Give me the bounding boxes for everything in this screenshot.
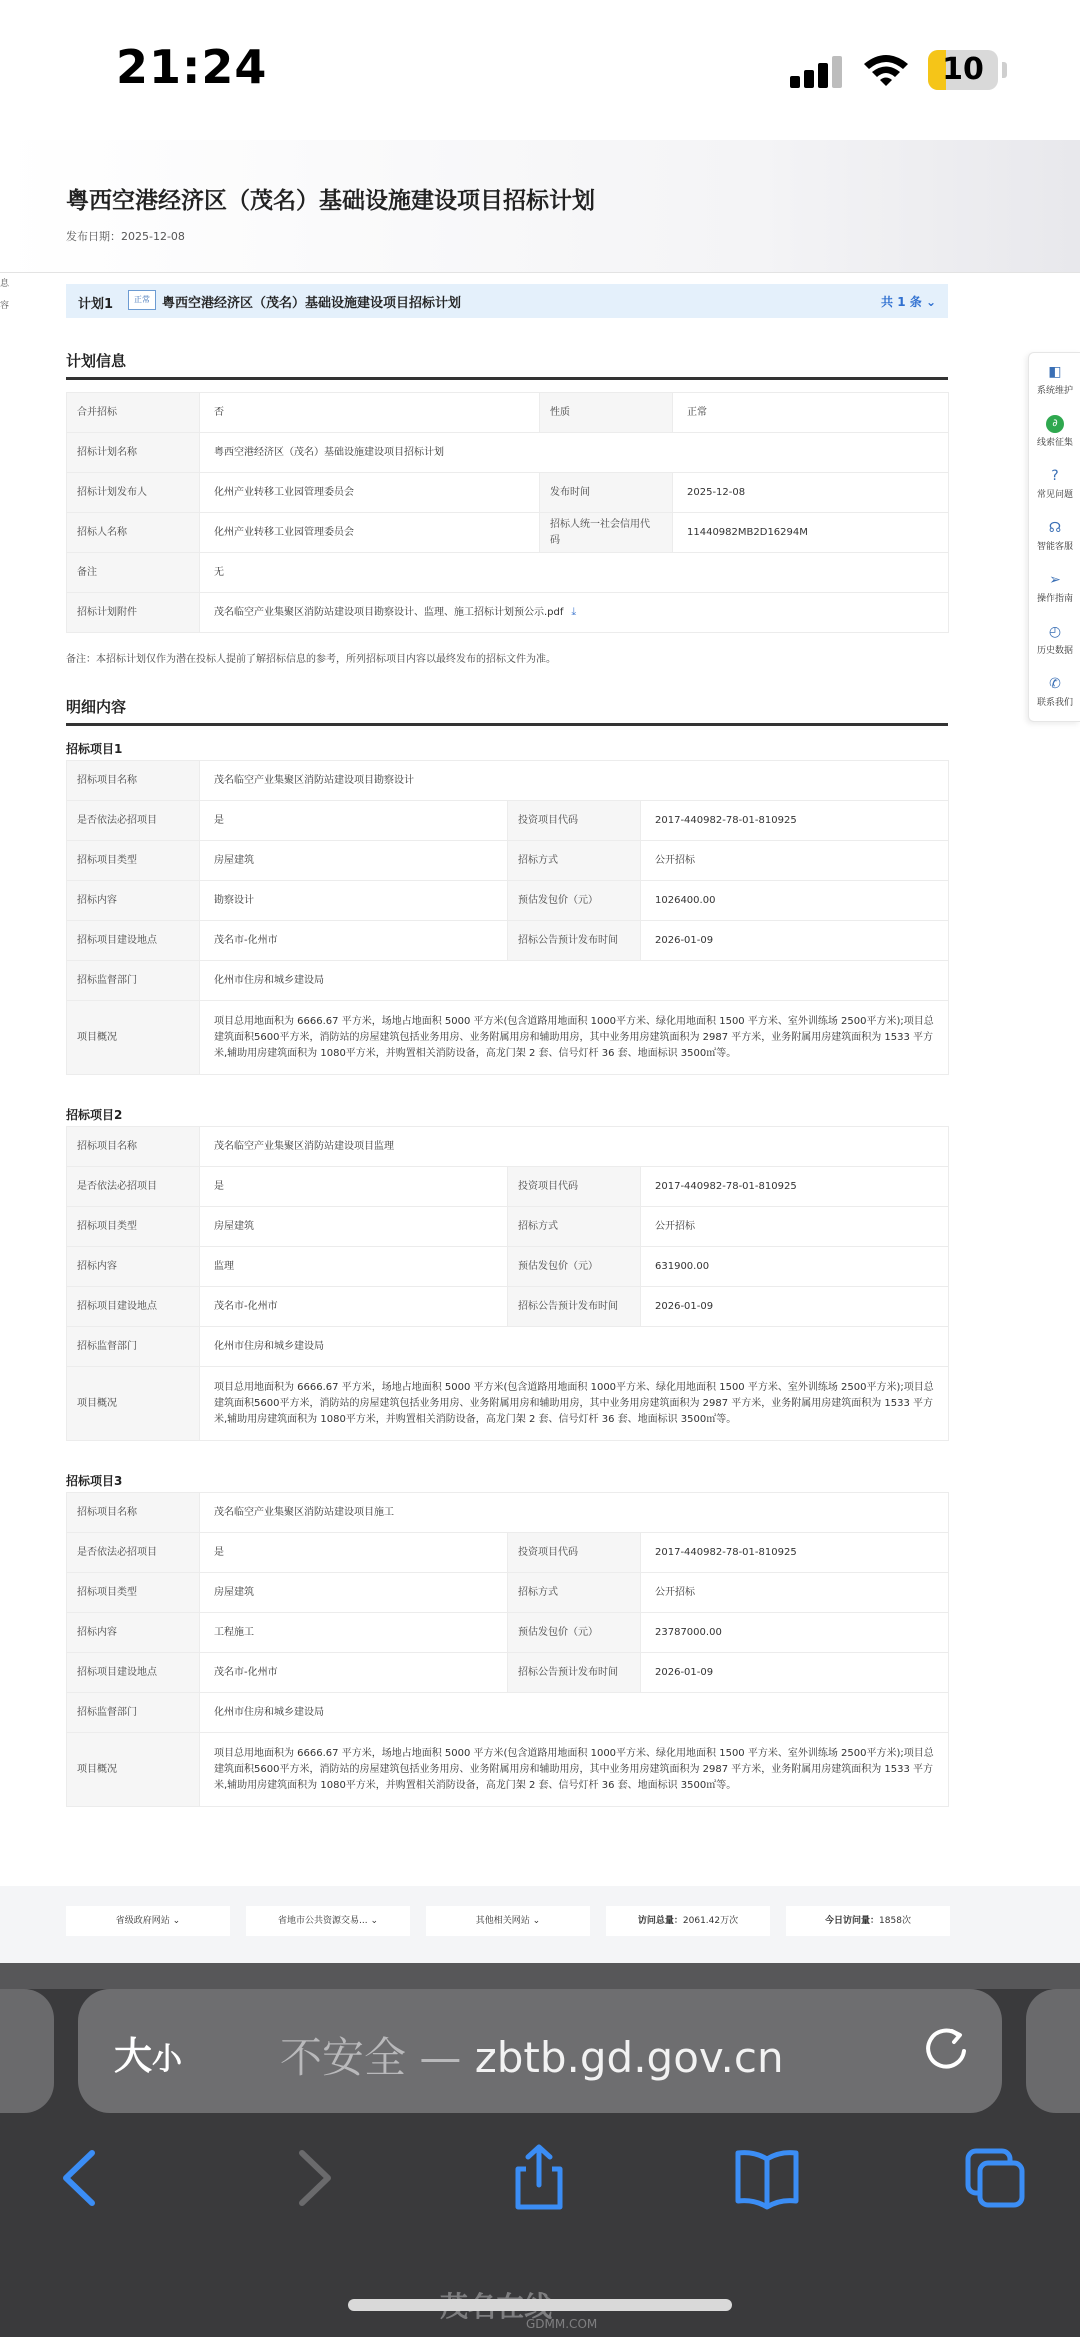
value-cell: 2017-440982-78-01-810925: [641, 801, 949, 841]
label-cell: 项目概况: [67, 1001, 200, 1075]
history-icon: ◴: [1048, 624, 1062, 640]
tool-label: 系统维护: [1036, 386, 1073, 396]
battery-icon: [928, 50, 998, 90]
previous-tab-peek[interactable]: [0, 1989, 54, 2113]
share-icon[interactable]: [504, 2143, 574, 2213]
plan-count-label: 共 1 条: [881, 295, 922, 309]
question-icon: ?: [1051, 468, 1059, 484]
label-cell: 招标方式: [508, 1207, 641, 1247]
value-cell: 化州市住房和城乡建设局: [200, 1693, 949, 1733]
project-heading: 招标项目3: [66, 1474, 123, 1488]
value-cell: 房屋建筑: [200, 1573, 508, 1613]
label-cell: 招标公告预计发布时间: [508, 1287, 641, 1327]
value-cell: 公开招标: [641, 1573, 949, 1613]
label-cell: 是否依法必招项目: [67, 1167, 200, 1207]
overview-cell: 项目总用地面积为 6666.67 平方米，场地占地面积 5000 平方米(包含道路用地面积 1000平方米、绿化用地面积 1500 平方米、室外训练场 2500平方米);项目总建筑面积5600平方米，消防站的房屋建筑包括业务用房、业务附属用房和辅助用房，其中业务用房建筑面积为 2987 平方米，业务附属用房建筑面积为 1533 平方米,辅助用房建筑面积为 1080平方米，并购置相关消防设备，高龙门架 2 套、信号灯杆 36 套、地面标识 3500㎡等。: [200, 1001, 949, 1075]
side-toolbar: [1028, 352, 1080, 722]
text-size-button[interactable]: [114, 2025, 182, 2080]
label-cell: 招标公告预计发布时间: [508, 921, 641, 961]
edge-text: 息: [0, 279, 10, 289]
tool-history-data[interactable]: [1029, 617, 1080, 669]
table-row: [67, 1693, 949, 1733]
address-bar[interactable]: [78, 1989, 1002, 2113]
visits-value: 2061.42万次: [682, 1916, 739, 1926]
value-cell: 2017-440982-78-01-810925: [641, 1167, 949, 1207]
value-cell: 是: [200, 1533, 508, 1573]
label-cell: 合并招标: [67, 393, 200, 433]
value-cell: 茂名临空产业集聚区消防站建设项目施工: [200, 1493, 949, 1533]
value-cell: 茂名市-化州市: [200, 1287, 508, 1327]
project-heading: 招标项目1: [66, 742, 123, 756]
label-cell: 投资项目代码: [508, 801, 641, 841]
value-cell: 茂名临空产业集聚区消防站建设项目勘察设计: [200, 761, 949, 801]
label-cell: 预估发包价（元）: [508, 1613, 641, 1653]
value-cell: 化州市住房和城乡建设局: [200, 1327, 949, 1367]
value-cell: 2025-12-08: [673, 473, 949, 513]
project-table: [66, 1126, 949, 1441]
value-cell: 无: [200, 553, 949, 593]
label-cell: 招标项目名称: [67, 761, 200, 801]
battery-nub: [1002, 62, 1007, 78]
label-cell: 招标项目建设地点: [67, 1653, 200, 1693]
value-cell: 化州产业转移工业园管理委员会: [200, 513, 540, 553]
label-cell: 招标项目名称: [67, 1493, 200, 1533]
tool-contact-us[interactable]: [1029, 669, 1080, 721]
status-time: 21:24: [116, 40, 268, 94]
label-cell: 投资项目代码: [508, 1533, 641, 1573]
table-row: [67, 761, 949, 801]
table-row: [67, 1247, 949, 1287]
value-cell: 11440982MB2D16294M: [673, 513, 949, 553]
plan-selector[interactable]: [66, 284, 948, 318]
battery-level: 10: [942, 52, 984, 87]
chevron-down-icon: ⌄: [532, 1916, 541, 1926]
overview-cell: 项目总用地面积为 6666.67 平方米，场地占地面积 5000 平方米(包含道路用地面积 1000平方米、绿化用地面积 1500 平方米、室外训练场 2500平方米);项目总建筑面积5600平方米，消防站的房屋建筑包括业务用房、业务附属用房和辅助用房，其中业务用房建筑面积为 2987 平方米，业务附属用房建筑面积为 1533 平方米,辅助用房建筑面积为 1080平方米，并购置相关消防设备，高龙门架 2 套、信号灯杆 36 套、地面标识 3500㎡等。: [200, 1733, 949, 1807]
label-cell: 招标项目类型: [67, 1573, 200, 1613]
label-cell: 预估发包价（元）: [508, 1247, 641, 1287]
plan-index: 计划1: [78, 297, 114, 312]
value-cell: 勘察设计: [200, 881, 508, 921]
tool-label: 联系我们: [1036, 698, 1073, 708]
tool-clue-collection[interactable]: [1029, 409, 1080, 461]
footer-other-sites-dropdown[interactable]: [426, 1906, 590, 1936]
back-icon[interactable]: [46, 2143, 116, 2213]
site-footer: [0, 1886, 1080, 1966]
value-cell: 正常: [673, 393, 949, 433]
cellular-signal-icon: [790, 56, 844, 88]
label-cell: 项目概况: [67, 1733, 200, 1807]
table-row: [67, 1653, 949, 1693]
table-row: [67, 841, 949, 881]
label-cell: 招标项目类型: [67, 841, 200, 881]
home-indicator[interactable]: [348, 2299, 732, 2311]
value-cell: 2026-01-09: [641, 1287, 949, 1327]
label-cell: 招标计划名称: [67, 433, 200, 473]
overview-cell: 项目总用地面积为 6666.67 平方米，场地占地面积 5000 平方米(包含道路用地面积 1000平方米、绿化用地面积 1500 平方米、室外训练场 2500平方米);项目总建筑面积5600平方米，消防站的房屋建筑包括业务用房、业务附属用房和辅助用房，其中业务用房建筑面积为 2987 平方米，业务附属用房建筑面积为 1533 平方米,辅助用房建筑面积为 1080平方米，并购置相关消防设备，高龙门架 2 套、信号灯杆 36 套、地面标识 3500㎡等。: [200, 1367, 949, 1441]
value-cell: 工程施工: [200, 1613, 508, 1653]
table-row: [67, 1533, 949, 1573]
wifi-icon: [862, 52, 910, 88]
value-cell: 化州产业转移工业园管理委员会: [200, 473, 540, 513]
details-heading: 明细内容: [66, 696, 948, 726]
header-divider: [0, 272, 1080, 273]
value-cell: 茂名市-化州市: [200, 1653, 508, 1693]
plan-count-dropdown[interactable]: [881, 293, 936, 310]
today-value: 1858次: [879, 1916, 911, 1926]
plan-note: 备注：本招标计划仅作为潜在投标人提前了解招标信息的参考，所列招标项目内容以最终发布的招标文件为准。: [66, 654, 556, 665]
edge-text: 容: [0, 301, 10, 311]
label-cell: 招标人统一社会信用代码: [540, 513, 673, 553]
chevron-down-icon: ⌄: [370, 1916, 378, 1926]
label-cell: 项目概况: [67, 1367, 200, 1441]
footer-link-label: 省级政府网站: [115, 1916, 170, 1926]
label-cell: 是否依法必招项目: [67, 801, 200, 841]
table-row: [67, 433, 949, 473]
download-icon[interactable]: ⤓: [571, 605, 577, 618]
text-size-small: 小: [152, 2042, 183, 2077]
table-row: [67, 1207, 949, 1247]
value-cell: 粤西空港经济区（茂名）基础设施建设项目招标计划: [200, 433, 949, 473]
table-row: [67, 393, 949, 433]
chevron-down-icon: ⌄: [925, 295, 936, 309]
tool-label: 历史数据: [1036, 646, 1073, 656]
next-tab-peek[interactable]: [1026, 1989, 1080, 2113]
status-badge: 正常: [128, 290, 156, 310]
attachment-cell: [200, 593, 949, 633]
phone-icon: ✆: [1049, 676, 1061, 692]
label-cell: 招标监督部门: [67, 1327, 200, 1367]
tool-label: 操作指南: [1036, 594, 1073, 604]
label-cell: 预估发包价（元）: [508, 881, 641, 921]
table-row: [67, 1127, 949, 1167]
project-table: [66, 1492, 949, 1807]
project-table: [66, 760, 949, 1075]
table-row: [67, 593, 949, 633]
tool-label: 常见问题: [1036, 490, 1073, 500]
tool-operation-guide[interactable]: [1029, 565, 1080, 617]
table-row: [67, 553, 949, 593]
label-cell: 招标方式: [508, 841, 641, 881]
tabs-icon[interactable]: [960, 2143, 1030, 2213]
publish-date: 发布日期：2025-12-08: [66, 230, 185, 243]
footer-today-visits: [786, 1906, 950, 1936]
table-row: [67, 881, 949, 921]
label-cell: 发布时间: [540, 473, 673, 513]
label-cell: 招标内容: [67, 1247, 200, 1287]
table-row: [67, 1287, 949, 1327]
plan-info-table: [66, 392, 949, 633]
send-icon: ➢: [1049, 572, 1061, 588]
label-cell: 招标人名称: [67, 513, 200, 553]
table-row: [67, 801, 949, 841]
label-cell: 招标计划附件: [67, 593, 200, 633]
table-row: [67, 961, 949, 1001]
forward-icon[interactable]: [278, 2143, 348, 2213]
link-icon: ∂: [1046, 415, 1064, 433]
browser-toolbar-edge: [0, 1963, 1080, 1989]
page-title: 粤西空港经济区（茂名）基础设施建设项目招标计划: [66, 188, 595, 214]
label-cell: 招标公告预计发布时间: [508, 1653, 641, 1693]
label-cell: 招标内容: [67, 881, 200, 921]
visits-label: 访问总量：: [637, 1916, 683, 1926]
label-cell: 招标内容: [67, 1613, 200, 1653]
table-row: [67, 1573, 949, 1613]
table-row: [67, 921, 949, 961]
today-label: 今日访问量：: [825, 1916, 880, 1926]
attachment-link[interactable]: 茂名临空产业集聚区消防站建设项目勘察设计、监理、施工招标计划预公示.pdf: [214, 607, 564, 618]
label-cell: 招标监督部门: [67, 1693, 200, 1733]
page-header: [0, 140, 1080, 272]
footer-link-label: 省地市公共资源交易...: [277, 1916, 368, 1926]
plan-name: 粤西空港经济区（茂名）基础设施建设项目招标计划: [162, 296, 462, 311]
table-row: [67, 473, 949, 513]
value-cell: 是: [200, 801, 508, 841]
value-cell: 公开招标: [641, 841, 949, 881]
value-cell: 2026-01-09: [641, 921, 949, 961]
label-cell: 投资项目代码: [508, 1167, 641, 1207]
label-cell: 是否依法必招项目: [67, 1533, 200, 1573]
footer-total-visits: [606, 1906, 770, 1936]
text-size-large: 大: [114, 2034, 153, 2078]
value-cell: 监理: [200, 1247, 508, 1287]
chevron-down-icon: ⌄: [172, 1916, 181, 1926]
tool-system-maintenance[interactable]: [1029, 357, 1080, 409]
value-cell: 2017-440982-78-01-810925: [641, 1533, 949, 1573]
value-cell: 化州市住房和城乡建设局: [200, 961, 949, 1001]
table-row: [67, 1327, 949, 1367]
tool-smart-service[interactable]: [1029, 513, 1080, 565]
value-cell: 茂名市-化州市: [200, 921, 508, 961]
value-cell: 房屋建筑: [200, 1207, 508, 1247]
value-cell: 茂名临空产业集聚区消防站建设项目监理: [200, 1127, 949, 1167]
label-cell: 备注: [67, 553, 200, 593]
bookmarks-icon[interactable]: [732, 2143, 802, 2213]
value-cell: 23787000.00: [641, 1613, 949, 1653]
value-cell: 631900.00: [641, 1247, 949, 1287]
label-cell: 招标项目名称: [67, 1127, 200, 1167]
label-cell: 招标项目建设地点: [67, 921, 200, 961]
reload-icon[interactable]: [918, 2021, 974, 2077]
table-row: [67, 1613, 949, 1653]
value-cell: 1026400.00: [641, 881, 949, 921]
url-display[interactable]: [280, 2025, 784, 2085]
browser-toolbar: [0, 1963, 1080, 2337]
tool-label: 智能客服: [1036, 542, 1073, 552]
label-cell: 招标监督部门: [67, 961, 200, 1001]
label-cell: 性质: [540, 393, 673, 433]
project-heading: 招标项目2: [66, 1108, 123, 1122]
value-cell: 否: [200, 393, 540, 433]
watermark-sub: GDMM.COM: [526, 2317, 598, 2331]
label-cell: 招标项目建设地点: [67, 1287, 200, 1327]
label-cell: 招标项目类型: [67, 1207, 200, 1247]
footer-gov-sites-dropdown[interactable]: [66, 1906, 230, 1936]
plan-info-heading: 计划信息: [66, 350, 948, 380]
table-row: [67, 1001, 949, 1075]
url-text: zbtb.gd.gov.cn: [474, 2033, 784, 2082]
value-cell: 公开招标: [641, 1207, 949, 1247]
value-cell: 是: [200, 1167, 508, 1207]
insecure-label: 不安全 —: [280, 2033, 475, 2082]
table-row: [67, 1167, 949, 1207]
footer-trading-sites-dropdown[interactable]: [246, 1906, 410, 1936]
value-cell: 房屋建筑: [200, 841, 508, 881]
footer-link-label: 其他相关网站: [475, 1916, 530, 1926]
speaker-icon: ◧: [1048, 364, 1062, 380]
table-row: [67, 1493, 949, 1533]
table-row: [67, 513, 949, 553]
tool-faq[interactable]: [1029, 461, 1080, 513]
headset-icon: ☊: [1048, 520, 1062, 536]
table-row: [67, 1367, 949, 1441]
label-cell: 招标计划发布人: [67, 473, 200, 513]
value-cell: 2026-01-09: [641, 1653, 949, 1693]
table-row: [67, 1733, 949, 1807]
status-bar: [0, 0, 1080, 140]
tool-label: 线索征集: [1036, 438, 1073, 448]
label-cell: 招标方式: [508, 1573, 641, 1613]
